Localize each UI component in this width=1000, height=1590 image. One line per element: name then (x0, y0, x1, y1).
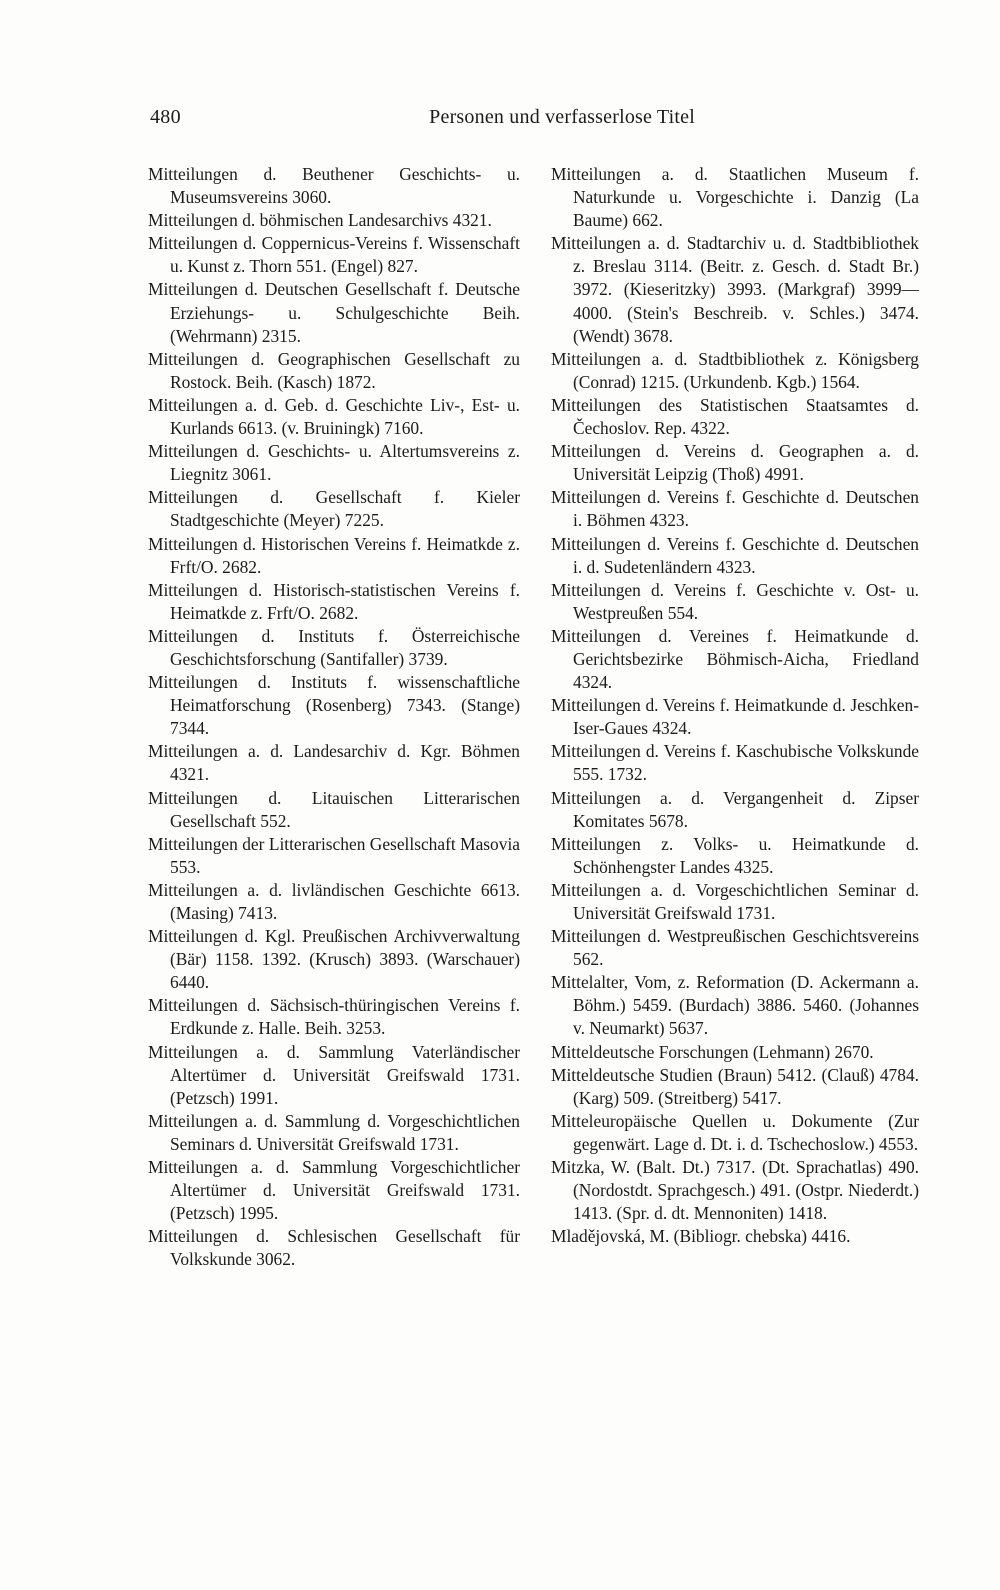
page-number: 480 (150, 106, 181, 128)
index-entry: Mitteilungen d. Sächsisch-thüringischen Vereins f. Erdkunde z. Halle. Beih. 3253. (148, 995, 520, 1039)
index-entry: Mitteilungen a. d. Staatlichen Museum f. Naturkunde u. Vorgeschichte i. Danzig (La Baume) 662. (551, 164, 919, 231)
index-entry: Mitteilungen d. Instituts f. wissenschaftliche Heimatforschung (Rosenberg) 7343. (Stange) 7344. (148, 672, 520, 739)
index-entry: Mitteilungen d. böhmischen Landesarchivs 4321. (148, 210, 492, 231)
index-entry: Mitteilungen d. Geographischen Gesellschaft zu Rostock. Beih. (Kasch) 1872. (148, 348, 520, 392)
index-entry: Mitteilungen d. Beuthener Geschichts- u. Museumsvereins 3060. (148, 164, 520, 208)
index-entry: Mitteilungen d. Schlesischen Gesellschaft für Volkskunde 3062. (148, 1226, 520, 1270)
index-entry: Mitteilungen d. Vereins f. Heimatkunde d. Jeschken-Iser-Gaues 4324. (551, 695, 919, 739)
index-entry: Mitteilungen a. d. Stadtarchiv u. d. Stadtbibliothek z. Breslau 3114. (Beitr. z. Gesch. d. Stadt Br.) 3972. (Kieseritzky) 3993. (Markgraf) 3999—4000. (Stein's Beschreib. v. Schles.) 3474. (Wendt) 3678. (551, 233, 919, 346)
index-entry: Mitteilungen d. Vereins f. Kaschubische Volkskunde 555. 1732. (551, 741, 919, 785)
index-column-left (148, 163, 520, 1272)
index-entry: Mitteilungen d. Geschichts- u. Altertumsvereins z. Liegnitz 3061. (148, 441, 520, 485)
index-entry: Mitteilungen d. Vereines f. Heimatkunde d. Gerichtsbezirke Böhmisch-Aicha, Friedland 4324. (551, 625, 919, 693)
index-entry: Mitteilungen a. d. Vorgeschichtlichen Seminar d. Universität Greifswald 1731. (551, 879, 919, 923)
index-entry: Mitteilungen d. Historischen Vereins f. Heimatkde z. Frft/O. 2682. (148, 533, 520, 577)
index-entry: Mitteilungen d. Instituts f. Österreichische Geschichtsforschung (Santifaller) 3739. (148, 625, 520, 669)
index-entry: Mitteilungen des Statistischen Staatsamtes d. Čechoslov. Rep. 4322. (551, 394, 919, 439)
index-entry: Mitteilungen d. Litauischen Litterarischen Gesellschaft 552. (148, 787, 520, 831)
index-entry: Mitteilungen d. Vereins f. Geschichte v. Ost- u. Westpreußen 554. (551, 579, 919, 623)
index-entry: Mitteilungen d. Kgl. Preußischen Archivverwaltung (Bär) 1158. 1392. (Krusch) 3893. (Warschauer) 6440. (148, 926, 520, 993)
index-entry: Mitteilungen a. d. Landesarchiv d. Kgr. Böhmen 4321. (148, 741, 520, 785)
index-entry: Mitteldeutsche Studien (Braun) 5412. (Clauß) 4784. (Karg) 509. (Streitberg) 5417. (551, 1064, 919, 1108)
index-entry: Mitteleuropäische Quellen u. Dokumente (Zur gegenwärt. Lage d. Dt. i. d. Tschechoslow.) 4553. (551, 1110, 919, 1154)
index-entry: Mitteilungen a. d. Stadtbibliothek z. Königsberg (Conrad) 1215. (Urkundenb. Kgb.) 1564. (551, 348, 919, 392)
index-entry: Mitteilungen d. Vereins d. Geographen a. d. Universität Leipzig (Thoß) 4991. (551, 441, 919, 485)
index-entry: Mitteldeutsche Forschungen (Lehmann) 2670. (551, 1041, 874, 1062)
index-entry: Mitzka, W. (Balt. Dt.) 7317. (Dt. Sprachatlas) 490. (Nordostdt. Sprachgesch.) 491. (Ostpr. Niederdt.) 1413. (Spr. d. dt. Mennoniten) 1418. (551, 1157, 919, 1224)
index-entry: Mitteilungen a. d. Sammlung Vaterländischer Altertümer d. Universität Greifswald 1731. (Petzsch) 1991. (148, 1041, 520, 1108)
index-entry: Mitteilungen a. d. Sammlung d. Vorgeschichtlichen Seminars d. Universität Greifswald 1731. (148, 1110, 520, 1154)
index-entry: Mitteilungen d. Gesellschaft f. Kieler Stadtgeschichte (Meyer) 7225. (148, 487, 520, 531)
index-entry: Mitteilungen d. Vereins f. Geschichte d. Deutschen i. d. Sudetenländern 4323. (551, 533, 919, 577)
index-entry: Mitteilungen d. Historisch-statistischen Vereins f. Heimatkde z. Frft/O. 2682. (148, 579, 520, 623)
index-entry: Mitteilungen a. d. Vergangenheit d. Zipser Komitates 5678. (551, 787, 919, 831)
index-entry: Mitteilungen d. Westpreußischen Geschichtsvereins 562. (551, 926, 919, 970)
index-column-right (551, 163, 919, 1248)
index-entry: Mittelalter, Vom, z. Reformation (D. Ackermann a. Böhm.) 5459. (Burdach) 3886. 5460. (Johannes v. Neumarkt) 5637. (551, 972, 919, 1039)
index-entry: Mitteilungen a. d. livländischen Geschichte 6613. (Masing) 7413. (148, 879, 520, 923)
index-entry: Mitteilungen d. Coppernicus-Vereins f. Wissenschaft u. Kunst z. Thorn 551. (Engel) 827. (148, 233, 520, 277)
index-entry: Mitteilungen d. Vereins f. Geschichte d. Deutschen i. Böhmen 4323. (551, 487, 919, 531)
page-header (150, 106, 695, 136)
index-entry: Mladějovská, M. (Bibliogr. chebska) 4416. (551, 1226, 851, 1247)
index-entry: Mitteilungen a. d. Geb. d. Geschichte Liv-, Est- u. Kurlands 6613. (v. Bruiningk) 7160. (148, 394, 520, 439)
index-entry: Mitteilungen z. Volks- u. Heimatkunde d. Schönhengster Landes 4325. (551, 833, 919, 877)
running-title: Personen und verfasserlose Titel (429, 106, 695, 128)
index-entry: Mitteilungen a. d. Sammlung Vorgeschichtlicher Altertümer d. Universität Greifswald 1731. (Petzsch) 1995. (148, 1157, 520, 1224)
index-entry: Mitteilungen der Litterarischen Gesellschaft Masovia 553. (148, 833, 520, 877)
index-entry: Mitteilungen d. Deutschen Gesellschaft f. Deutsche Erziehungs- u. Schulgeschichte Beih. (Wehrmann) 2315. (148, 279, 520, 346)
